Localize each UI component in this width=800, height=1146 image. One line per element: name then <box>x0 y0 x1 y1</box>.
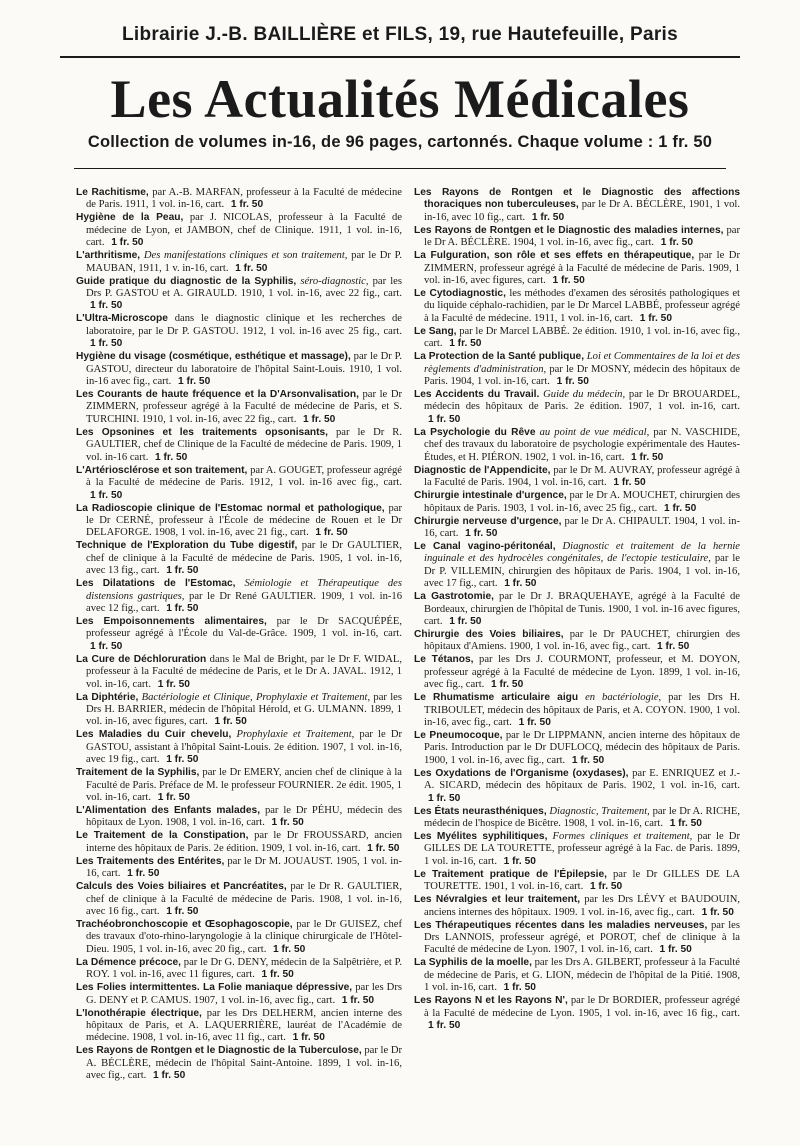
entry-details: par le Dr R. GAULTIER, chef de clinique à la Faculté de médecine de Paris. 1908, 1 vol. in-16, avec 16 fig., cart. <box>86 881 402 918</box>
entry-price: 1 fr. 50 <box>90 489 123 501</box>
catalog-entry <box>414 389 740 426</box>
entry-price: 1 fr. 50 <box>449 338 482 350</box>
catalog-entry <box>76 957 402 982</box>
entry-details: par le Dr René GAULTIER. 1909, 1 vol. in-16 avec 12 fig., cart. <box>86 590 402 614</box>
catalog-entry <box>414 995 740 1032</box>
entry-title: Hygiène du visage (cosmétique, esthétique et massage), <box>76 351 351 363</box>
entry-italic-subtitle: Guide du médecin, <box>543 389 626 401</box>
entry-details: par E. ENRIQUEZ et J.-A. SICARD, médecin des hôpitaux de Paris. 1902, 1 vol. in-16, cart. <box>424 767 740 792</box>
entry-price: 1 fr. 50 <box>166 602 199 614</box>
catalog-entry <box>414 351 740 388</box>
entry-price: 1 fr. 50 <box>503 982 536 994</box>
entry-title: Le Cytodiagnostic, <box>414 288 506 300</box>
entry-title: Les Accidents du Travail. <box>414 389 540 401</box>
entry-title: Les Thérapeutiques récentes dans les maladies nerveuses, <box>414 919 708 931</box>
entry-price: 1 fr. 50 <box>341 994 375 1006</box>
entry-details: par le Dr SACQUÉPÉE, professeur agrégé à l'École du Val-de-Grâce. 1909, 1 vol. in-16, cart. <box>86 615 403 640</box>
entry-title: Les Oxydations de l'Organisme (oxydases), <box>414 767 629 779</box>
catalog-entry <box>414 692 740 729</box>
entry-italic-subtitle: au point de vue médical, <box>539 426 650 438</box>
entry-price: 1 fr. 50 <box>367 842 400 854</box>
entry-price: 1 fr. 50 <box>127 868 160 880</box>
entry-details: par les Drs H. TRIBOULET, médecin des hôpitaux de Paris, et A. COYON. 1900, 1 vol. in-16, avec fig., cart. <box>424 692 740 728</box>
entry-price: 1 fr. 50 <box>657 641 690 653</box>
entry-title: Le Rhumatisme articulaire aigu <box>414 692 579 704</box>
entry-details: par le Dr GAULTIER, chef de clinique à la Faculté de médecine de Paris. 1905, 1 vol. in-16, avec 13 fig., cart. <box>86 540 402 577</box>
catalog-entry <box>76 830 402 855</box>
catalog-entry <box>414 427 740 464</box>
entry-title: L'Ionothérapie électrique, <box>76 1007 202 1019</box>
collection-subtitle: Collection de volumes in-16, de 96 pages, cartonnés. Chaque volume : 1 fr. 50 <box>87 133 713 151</box>
entry-details: par A. GOUGET, professeur agrégé à la Faculté de médecine de Paris. 1912, 1 vol. in-16 avec fig., cart. <box>86 464 403 489</box>
entry-price: 1 fr. 50 <box>315 527 348 539</box>
entry-italic-subtitle: en bactériologie, <box>585 692 662 704</box>
entry-price: 1 fr. 50 <box>90 300 123 312</box>
entry-price: 1 fr. 50 <box>235 262 268 274</box>
entry-details: dans le diagnostic clinique et les recherches de laboratoire, par le Dr P. GASTOU. 1912, 1 vol. in-16 avec 25 fig., cart. <box>86 313 402 337</box>
entry-details: par les Drs LANNOIS, professeur agrégé, et POROT, chef de clinique à la Faculté de médecine de Lyon. 1907, 1 vol. in-16, cart. <box>424 919 740 956</box>
entry-title: Diagnostic de l'Appendicite, <box>414 464 551 476</box>
entry-details: par le Dr BROUARDEL, médecin des hôpitaux de Paris. 2e édition. 1907, 1 vol. in-16, cart. <box>424 389 741 413</box>
entry-title: La Psychologie du Rêve <box>414 426 536 438</box>
entry-title: La Démence précoce, <box>76 956 182 968</box>
entry-price: 1 fr. 50 <box>660 237 694 249</box>
entry-title: Les Courants de haute fréquence et la D'Arsonvalisation, <box>76 389 359 401</box>
entry-price: 1 fr. 50 <box>663 502 697 514</box>
entry-title: L'Alimentation des Enfants malades, <box>76 805 261 816</box>
entry-details: par le Dr Marcel LABBÉ. 2e édition. 1910, 1 vol. in-16, avec fig., cart. <box>424 325 740 350</box>
catalog-entry <box>414 730 740 767</box>
entry-price: 1 fr. 50 <box>589 881 623 893</box>
entry-details: par N. VASCHIDE, chef des travaux du laboratoire de psychologie expérimentale des Hautes-Études, et H. PIÉRON. 1902, 1 vol. in-16, cart. <box>424 426 740 463</box>
entry-title: Chirurgie des Voies biliaires, <box>414 628 564 640</box>
catalog-entry <box>414 541 740 591</box>
entry-title: Les Névralgies et leur traitement, <box>414 894 581 906</box>
entry-price: 1 fr. 50 <box>230 199 264 211</box>
catalog-entry <box>76 578 402 615</box>
entry-price: 1 fr. 50 <box>669 818 702 829</box>
entry-title: Le Sang, <box>414 325 457 337</box>
entry-price: 1 fr. 50 <box>428 413 461 425</box>
entry-title: Les Rayons de Rontgen et le Diagnostic de la Tuberculose, <box>76 1045 362 1057</box>
entry-price: 1 fr. 50 <box>631 451 664 463</box>
entry-price: 1 fr. 50 <box>449 615 482 627</box>
entry-price: 1 fr. 50 <box>490 679 524 691</box>
entry-price: 1 fr. 50 <box>465 527 498 539</box>
entry-italic-subtitle: Prophylaxie et Traitement, <box>236 729 355 741</box>
entry-details: par les Drs H. BARRIER, médecin de l'hôpital Hérold, et G. ULMANN. 1899, 1 vol. in-16, avec figures, cart. <box>86 691 402 728</box>
entry-title: Les Dilatations de l'Estomac, <box>76 578 236 590</box>
catalog-entry <box>76 389 402 426</box>
entry-title: Les Rayons de Rontgen et le Diagnostic des maladies internes, <box>414 224 724 236</box>
catalog-entry <box>76 982 402 1007</box>
entry-title: Le Canal vagino-péritonéal, <box>414 540 556 552</box>
entry-details: par les Drs P. GASTOU et A. GIRAULD. 1910, 1 vol. in-16, avec 22 fig., cart. <box>86 275 402 300</box>
entry-price: 1 fr. 50 <box>531 211 565 223</box>
entry-details: par le Dr A. CHIPAULT. 1904, 1 vol. in-16, cart. <box>424 515 740 539</box>
entry-price: 1 fr. 50 <box>157 678 190 690</box>
entry-price: 1 fr. 50 <box>428 1020 461 1032</box>
entry-details: par le Dr P. VILLEMIN, chirurgien des hôpitaux de Paris. 1904, 1 vol. in-16, avec 17 fig., cart. <box>424 553 741 590</box>
catalog-entry <box>76 616 402 653</box>
entry-italic-subtitle: séro-diagnostic, <box>300 275 369 287</box>
catalog-entry <box>76 1008 402 1045</box>
entry-title: La Protection de la Santé publique, <box>414 351 585 363</box>
catalog-entry <box>76 465 402 502</box>
entry-details: par le Dr BORDIER, professeur agrégé à la Faculté de médecine de Lyon. 1905, 1 vol. in-16, avec 16 fig., cart. <box>424 995 740 1019</box>
entry-details: par le Dr MOSNY, médecin des hôpitaux de Paris. 1904, 1 vol. in-16, cart. <box>424 363 740 388</box>
entry-italic-subtitle: Diagnostic, Traitement, <box>549 805 650 817</box>
entry-title: La Radioscopie clinique de l'Estomac normal et pathologique, <box>76 502 385 514</box>
entry-title: Les États neurasthéniques, <box>414 805 547 817</box>
catalog-entry <box>414 894 740 919</box>
entry-price: 1 fr. 50 <box>613 477 646 489</box>
catalog-entry <box>414 629 740 654</box>
entry-price: 1 fr. 50 <box>292 1032 325 1044</box>
entry-details: par le Dr J. BRAQUEHAYE, agrégé à la Faculté de Bordeaux, chirurgien de l'hôpital de Tunis. 1900, 1 vol. in-16 avec figures, cart. <box>424 591 741 627</box>
catalog-entry <box>76 427 402 464</box>
entry-title: La Gastrotomie, <box>414 591 494 603</box>
catalog-entry <box>414 187 740 224</box>
entry-title: Les Rayons de Rontgen et le Diagnostic des affections thoraciques non tuberculeuses, <box>414 187 740 211</box>
entry-price: 1 fr. 50 <box>166 565 199 577</box>
catalog-entry <box>414 768 740 805</box>
catalog-entry <box>414 326 740 351</box>
entry-price: 1 fr. 50 <box>261 969 294 981</box>
entry-title: La Syphilis de la moelle, <box>414 957 532 969</box>
entry-title: L'Artériosclérose et son traitement, <box>76 464 248 476</box>
entry-price: 1 fr. 50 <box>504 578 537 590</box>
entry-price: 1 fr. 50 <box>90 640 123 652</box>
entry-details: par les Drs DELHERM, ancien interne des hôpitaux de Paris, et A. LAQUERRIÈRE, lauréat de l'Académie de médecine. 1908, 1 vol. in-16, avec 11 fig., cart. <box>86 1007 402 1044</box>
entry-details: par le Dr A. BÉCLÈRE, 1901, 1 vol. in-16, avec 10 fig., cart. <box>424 199 740 223</box>
catalog-entry <box>76 767 402 804</box>
catalog-entry <box>414 831 740 868</box>
entry-title: Technique de l'Exploration du Tube digestif, <box>76 540 298 552</box>
entry-details: par le Dr PAUCHET, chirurgien des hôpitaux d'Amiens. 1900, 1 vol. in-16, avec fig., cart. <box>424 628 741 653</box>
entry-details: par le Dr R. GAULTIER, chef de Clinique de la Faculté de médecine de Paris. 1909, 1 vol. in-16 cart. <box>86 426 402 463</box>
entry-italic-subtitle: Formes cliniques et traitement, <box>552 831 693 842</box>
entry-title: La Diphtérie, <box>76 691 139 703</box>
entry-title: Les Folies intermittentes. La Folie maniaque dépressive, <box>76 982 353 994</box>
entry-details: par le Dr M. JOUAUST. 1905, 1 vol. in-16, cart. <box>86 855 402 880</box>
entry-details: par les Drs A. GILBERT, professeur à la Faculté de médecine de Paris, et G. LION, médecin de l'hôpital de la Pitié. 1908, 1 vol. in-16, cart. <box>424 957 740 994</box>
entry-title: Les Opsonines et les traitements opsonisants, <box>76 426 328 438</box>
entry-details: par le Dr PÉHU, médecin des hôpitaux de Lyon. 1908, 1 vol. in-16, cart. <box>86 805 402 829</box>
catalog-entry <box>414 869 740 894</box>
publisher-line: Librairie J.-B. BAILLIÈRE et FILS, 19, rue Hautefeuille, Paris <box>121 24 679 45</box>
catalog-entry <box>414 465 740 490</box>
entry-details: par le Dr EMERY, ancien chef de clinique à la Faculté de Paris. Préface de M. le professeur FOURNIER. 2e édit. 1905, 1 vol. in-16, cart. <box>86 767 402 803</box>
entry-price: 1 fr. 50 <box>639 312 673 324</box>
entry-price: 1 fr. 50 <box>214 716 247 728</box>
entry-details: par le Dr A. RICHE, médecin de l'hospice de Bicêtre. 1908, 1 vol. in-16, cart. <box>424 805 740 829</box>
entry-title: Le Tétanos, <box>414 654 474 666</box>
entry-details: dans le Mal de Bright, par le Dr F. WIDAL, professeur à la Faculté de médecine de Paris, et le Dr A. JAVAL. 1912, 1 vol. in-16, cart. <box>86 653 403 690</box>
entry-price: 1 fr. 50 <box>90 338 123 350</box>
header-rule <box>60 56 740 58</box>
entry-italic-subtitle: Loi et Commentaires de la loi et des règlements d'administration, <box>424 351 740 375</box>
entry-price: 1 fr. 50 <box>271 817 304 829</box>
catalog-entry <box>76 805 402 830</box>
catalog-entry <box>76 654 402 691</box>
catalog-entry <box>414 516 740 541</box>
catalog-entry <box>76 250 402 275</box>
catalog-entry <box>76 351 402 388</box>
catalog-entry <box>76 729 402 766</box>
entry-price: 1 fr. 50 <box>303 413 336 425</box>
entry-price: 1 fr. 50 <box>177 376 211 388</box>
catalog-entry <box>414 225 740 250</box>
catalog-entry <box>414 490 740 515</box>
entry-details: par le Dr LIPPMANN, ancien interne des hôpitaux de Paris. Introduction par le Dr DUFLOCQ, médecin des hôpitaux de Paris. 1900, 1 vol. in-16, avec fig., cart. <box>424 729 741 766</box>
left-column <box>76 187 402 1083</box>
entry-italic-subtitle: Diagnostic et traitement de la hernie inguinale et des hydrocèles congénitales, de l'ectopie testiculaire, <box>424 540 741 565</box>
catalog-entry <box>414 654 740 691</box>
catalog-entry <box>414 288 740 325</box>
catalog-entry <box>76 856 402 881</box>
entry-details: par le Dr P. GASTOU, directeur du laboratoire de l'hôpital Saint-Louis. 1910, 1 vol. in-16 avec fig., cart. <box>86 351 402 388</box>
entry-title: Les Maladies du Cuir chevelu, <box>76 729 232 741</box>
entry-details: par le Dr GUISEZ, chef des travaux d'oto-rhino-laryngologie à la clinique chirurgicale de l'Hôtel-Dieu. 1905, 1 vol. in-16, avec 20 fig., cart. <box>86 919 403 955</box>
entry-details: par le Dr ZIMMERN, professeur agrégé à la Faculté de médecine de Paris, et S. TURCHINI. 1910, 1 vol. in-16, avec 22 fig., cart. <box>86 389 403 425</box>
catalog-entry <box>76 276 402 313</box>
entry-price: 1 fr. 50 <box>571 754 605 766</box>
catalog-entry <box>414 920 740 957</box>
entry-details: par le Dr GASTOU, assistant à l'hôpital Saint-Louis. 2e édition. 1907, 1 vol. in-16, avec 19 fig., cart. <box>86 729 402 766</box>
entry-italic-subtitle: Sémiologie et Thérapeutique des distensions gastriques, <box>86 578 403 602</box>
entry-price: 1 fr. 50 <box>166 906 199 918</box>
entry-price: 1 fr. 50 <box>155 451 188 463</box>
entry-title: Hygiène de la Peau, <box>76 212 184 224</box>
right-column <box>414 187 740 1033</box>
catalog-entry <box>76 1045 402 1082</box>
entry-price: 1 fr. 50 <box>701 906 734 918</box>
entry-details: par le Dr A. MOUCHET, chirurgien des hôpitaux de Paris. 1903, 1 vol. in-16, avec 25 fig., cart. <box>424 490 740 514</box>
entry-price: 1 fr. 50 <box>273 943 306 955</box>
catalog-entry <box>76 881 402 918</box>
catalog-entry <box>414 591 740 628</box>
entry-title: Les Traitements des Entérites, <box>76 855 225 867</box>
entry-title: Le Pneumocoque, <box>414 729 503 741</box>
entry-title: Le Traitement de la Constipation, <box>76 830 249 842</box>
entry-title: Les Empoisonnements alimentaires, <box>76 615 267 627</box>
page-title: Les Actualités Médicales <box>110 69 690 129</box>
entry-details: les méthodes d'examen des sérosités pathologiques et du liquide céphalo-rachidien, par le Dr Marcel LABBÉ, professeur agrégé à la Faculté de médecine. 1911, 1 vol. in-16, cart. <box>424 288 740 324</box>
entry-title: Le Traitement pratique de l'Épilepsie, <box>414 868 607 880</box>
entry-details: par A.-B. MARFAN, professeur à la Faculté de médecine de Paris. 1911, 1 vol. in-16, cart. <box>86 187 402 211</box>
catalog-entry <box>76 187 402 212</box>
entry-details: par le Dr A. BÉCLÈRE. 1904, 1 vol. in-16, avec fig., cart. <box>424 224 741 249</box>
entry-title: La Cure de Déchloruration <box>76 653 207 665</box>
catalog-entry <box>414 250 740 287</box>
catalog-entry <box>76 313 402 350</box>
entry-price: 1 fr. 50 <box>659 944 692 956</box>
catalog-entry <box>414 806 740 831</box>
entry-details: par le Dr A. BÉCLÈRE, médecin de l'hôpital Saint-Antoine. 1899, 1 vol. in-16, avec fig., cart. <box>86 1045 402 1082</box>
entry-details: par le Dr M. AUVRAY, professeur agrégé à la Faculté de Paris. 1904, 1 vol. in-16, cart. <box>424 464 740 489</box>
catalog-entry <box>76 212 402 249</box>
catalog-entry <box>76 919 402 956</box>
entry-title: Chirurgie intestinale d'urgence, <box>414 490 567 502</box>
entry-title: Guide pratique du diagnostic de la Syphilis, <box>76 275 297 287</box>
catalog-entry <box>414 957 740 994</box>
entry-details: par le Dr P. MAUBAN, 1911, 1 v. in-16, cart. <box>86 250 402 274</box>
entry-title: La Fulguration, son rôle et ses effets en thérapeutique, <box>414 250 695 262</box>
entry-details: par les Drs G. DENY et P. CAMUS. 1907, 1 vol. in-16, avec fig., cart. <box>86 982 402 1006</box>
entry-price: 1 fr. 50 <box>556 376 589 388</box>
entry-price: 1 fr. 50 <box>552 275 585 287</box>
catalog-entry <box>76 692 402 729</box>
catalog-entry <box>76 503 402 540</box>
entry-details: par le Dr ZIMMERN, professeur agrégé à la Faculté de médecine de Paris. 1909, 1 vol. in-16, avec figures, cart. <box>424 250 740 287</box>
entry-title: Les Rayons N et les Rayons N', <box>414 995 568 1007</box>
entry-details: par le Dr CERNÉ, professeur à l'École de médecine de Rouen et le Dr DELAFORGE. 1908, 1 vol. in-16, avec 21 fig., cart. <box>86 502 402 539</box>
entry-price: 1 fr. 50 <box>428 792 461 804</box>
entry-title: Les Myélites syphilitiques, <box>414 831 548 842</box>
entry-price: 1 fr. 50 <box>166 754 199 766</box>
entry-details: par les Drs J. COURMONT, professeur, et M. DOYON, professeur agrégé à la Faculté de médecine de Lyon. 1899, 1 vol. in-16, avec fig., cart. <box>424 654 740 691</box>
entry-details: par le Dr GILLES DE LA TOURETTE. 1901, 1 vol. in-16, cart. <box>424 868 740 893</box>
entry-title: Chirurgie nerveuse d'urgence, <box>414 515 562 527</box>
entry-details: par le Dr FROUSSARD, ancien interne des hôpitaux de Paris. 2e édition. 1909, 1 vol. in-16, cart. <box>86 830 402 854</box>
subtitle-rule <box>74 168 726 169</box>
entry-price: 1 fr. 50 <box>503 855 536 867</box>
entry-italic-subtitle: Des manifestations cliniques et son traitement, <box>143 250 348 262</box>
entry-price: 1 fr. 50 <box>157 792 190 803</box>
entry-title: L'arthritisme, <box>76 250 141 262</box>
entry-details: par les Drs LÉVY et BAUDOUIN, anciens internes des hôpitaux. 1909. 1 vol. in-16, avec fig., cart. <box>424 894 741 918</box>
entry-details: par le Dr G. DENY, médecin de la Salpêtrière, et P. ROY. 1 vol. in-16, avec 11 figures, cart. <box>86 956 402 981</box>
entry-title: Calculs des Voies biliaires et Pancréatites, <box>76 881 287 893</box>
entry-price: 1 fr. 50 <box>518 716 551 728</box>
entry-details: par le Dr GILLES DE LA TOURETTE, professeur agrégé à la Fac. de Paris. 1899, 1 vol. in-16, cart. <box>424 831 740 867</box>
entry-title: L'Ultra-Microscope <box>76 313 168 325</box>
entry-italic-subtitle: Bactériologie et Clinique, Prophylaxie et Traitement, <box>141 691 371 703</box>
entry-price: 1 fr. 50 <box>152 1070 186 1082</box>
entry-title: Trachéobronchoscopie et Œsophagoscopie, <box>76 919 293 931</box>
catalog-entry <box>76 540 402 577</box>
entry-price: 1 fr. 50 <box>111 237 144 249</box>
entry-title: Traitement de la Syphilis, <box>76 767 200 779</box>
entry-title: Le Rachitisme, <box>76 187 149 198</box>
entry-details: par J. NICOLAS, professeur à la Faculté de médecine de Lyon, et JAMBON, chef de Clinique. 1911, 1 vol. in-16, cart. <box>86 212 403 249</box>
